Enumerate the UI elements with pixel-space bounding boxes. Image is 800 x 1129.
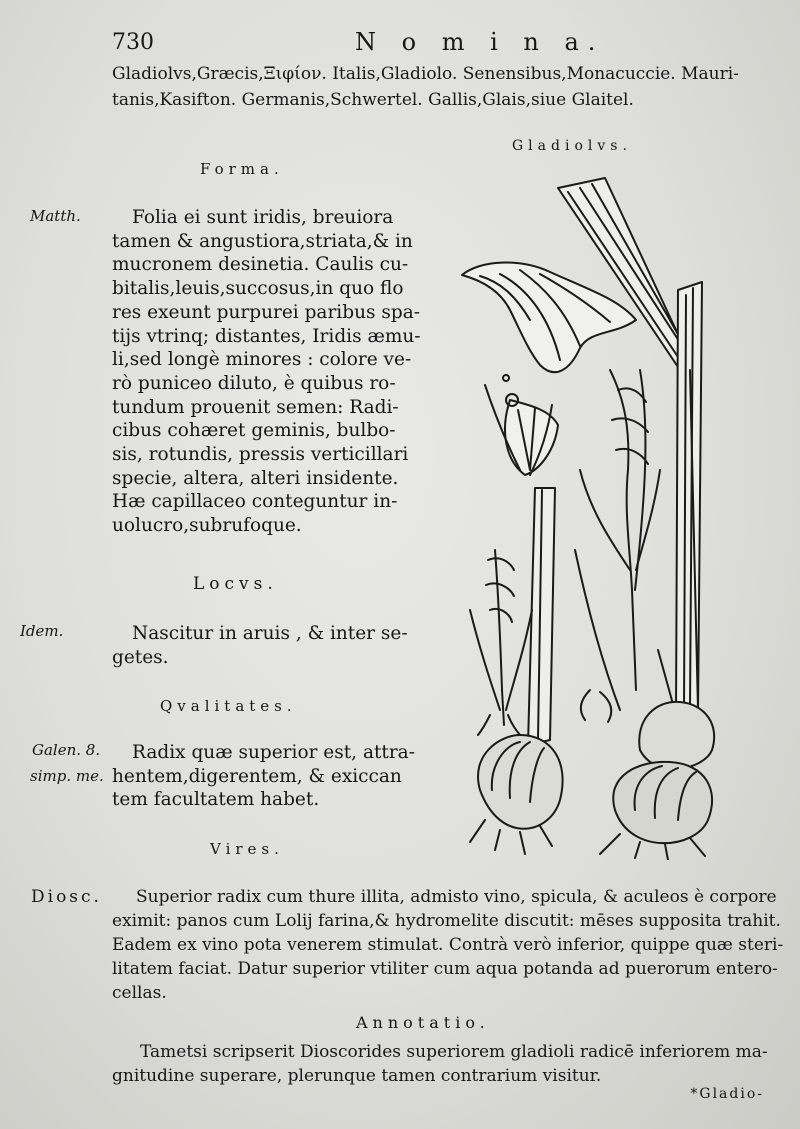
text-line: cellas. (112, 983, 167, 1003)
margin-note-matth: Matth. (30, 207, 81, 225)
section-heading-qualitates: Qvalitates. (160, 697, 297, 715)
vires-paragraph (112, 885, 783, 1005)
margin-note-diosc: Diosc. (31, 887, 102, 907)
text-line: Radix quæ superior est, attra- (132, 742, 415, 763)
section-heading-forma: Forma. (200, 160, 284, 178)
text-line: res exeunt purpurei paribus spa- (112, 301, 420, 323)
text-line: cibus cohæret geminis, bulbo- (112, 420, 396, 442)
text-line: getes. (112, 646, 169, 668)
qualitates-paragraph (112, 741, 415, 812)
text-line: Folia ei sunt iridis, breuiora (132, 207, 394, 228)
section-heading-annotatio: Annotatio. (356, 1013, 490, 1032)
text-line: litatem faciat. Datur superior vtiliter cum aqua potanda ad puerorum entero- (112, 959, 778, 979)
running-title: N o m i n a. (355, 28, 605, 56)
text-line: tundum prouenit semen: Radi- (112, 396, 399, 418)
text-line: tamen & angustiora,striata,& in (112, 230, 413, 252)
text-line: uolucro,subrufoque. (112, 515, 302, 537)
text-line: sis, rotundis, pressis verticillari (112, 444, 409, 466)
text-line: Hæ capillaceo conteguntur in- (112, 491, 398, 513)
margin-note-simp: simp. me. (30, 767, 104, 785)
annotatio-paragraph (112, 1040, 768, 1088)
text-line: tijs vtrinq; distantes, Iridis æmu- (112, 325, 421, 347)
text-line: hentem,digerentem, & exiccan (112, 765, 402, 787)
text-line: Superior radix cum thure illita, admisto vino, spicula, & aculeos è corpore (136, 887, 777, 907)
intro-line-2: tanis,Kasifton. Germanis,Schwertel. Gallis,Glais,siue Glaitel. (112, 90, 634, 110)
text-line: li,sed longè minores : colore ve- (112, 349, 412, 371)
text-line: bitalis,leuis,succosus,in quo flo (112, 278, 404, 300)
text-line: mucronem desinetia. Caulis cu- (112, 254, 409, 276)
text-line: eximit: panos cum Lolij farina,& hydromelite discutit: mēses supposita trahit. (112, 911, 781, 931)
locus-paragraph (112, 622, 408, 669)
gladiolus-woodcut-illustration (440, 170, 760, 860)
margin-note-idem: Idem. (20, 622, 64, 640)
forma-paragraph (112, 206, 421, 538)
text-line: tem facultatem habet. (112, 789, 320, 811)
text-line: Eadem ex vino pota venerem stimulat. Contrà verò inferior, quippe quæ steri- (112, 935, 784, 955)
section-heading-locus: Locvs. (193, 574, 278, 594)
figure-caption: Gladiolvs. (512, 138, 632, 154)
margin-note-galen: Galen. 8. (32, 741, 101, 759)
page-number: 730 (112, 30, 154, 55)
section-heading-vires: Vires. (210, 840, 284, 858)
text-line: Nascitur in aruis , & inter se- (132, 623, 408, 644)
text-line: rò puniceo diluto, è quibus ro- (112, 372, 396, 394)
catchword: *Gladio- (690, 1086, 764, 1102)
text-line: specie, altera, alteri insidente. (112, 467, 399, 489)
text-line: Tametsi scripserit Dioscorides superiorem gladioli radicē inferiorem ma- (140, 1042, 768, 1062)
text-line: gnitudine superare, plerunque tamen contrarium visitur. (112, 1066, 602, 1086)
intro-line-1: Gladiolvs,Græcis,Ξιφίον. Italis,Gladiolo. Senensibus,Monacuccie. Mauri- (112, 64, 739, 84)
